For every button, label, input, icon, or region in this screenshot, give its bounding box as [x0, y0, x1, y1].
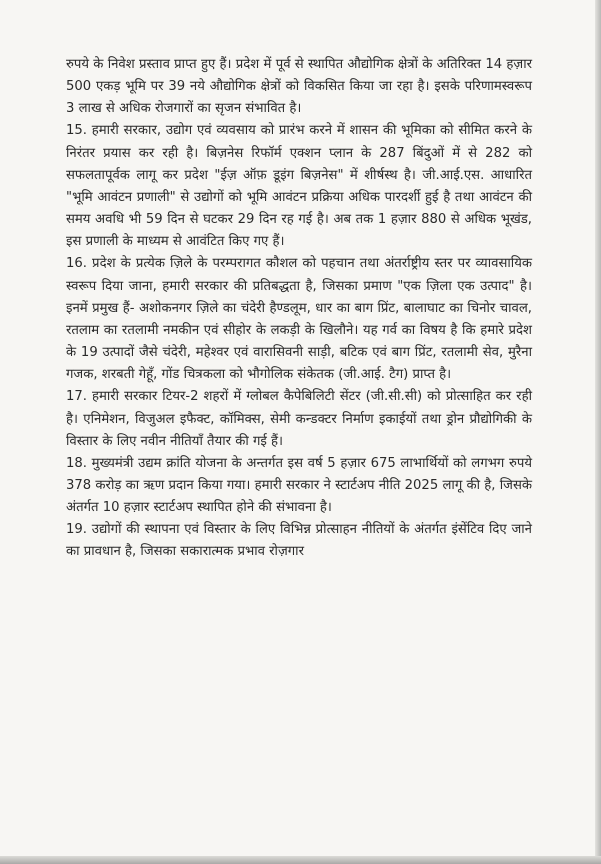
- paragraph-16: 16. प्रदेश के प्रत्येक ज़िले के परम्परागत कौशल को पहचान तथा अंतर्राष्ट्रीय स्तर पर व्यावसायिक स्वरूप दिया जाना, हमारी सरकार की प्रतिबद्धता है, जिसका प्रमाण "एक ज़िला एक उत्पाद" है। इनमें प्रमुख हैं- अशोकनगर ज़िले का चंदेरी हैण्डलूम, धार का बाग प्रिंट, बालाघाट का चिनोर चावल, रतलाम का रतलामी नमकीन एवं सीहोर के लकड़ी के खिलौने। यह गर्व का विषय है कि हमारे प्रदेश के 19 उत्पादों जैसे चंदेरी, महेश्वर एवं वारासिवनी साड़ी, बटिक एवं बाग प्रिंट, रतलामी सेव, मुरैना गजक, शरबती गेहूँ, गोंड चित्रकला को भौगोलिक संकेतक (जी.आई. टैग) प्राप्त है।: [66, 256, 532, 383]
- paragraph-15: 15. हमारी सरकार, उद्योग एवं व्यवसाय को प्रारंभ करने में शासन की भूमिका को सीमित करने के निरंतर प्रयास कर रही है। बिज़नेस रिफॉर्म एक्शन प्लान के 287 बिंदुओं में से 282 को सफलतापूर्वक लागू कर प्रदेश "ईज़ ऑफ़ डूइंग बिज़नेस" में शीर्षस्थ है। जी.आई.एस. आधारित "भूमि आवंटन प्रणाली" से उद्योगों को भूमि आवंटन प्रक्रिया अधिक पारदर्शी हुई है तथा आवंटन की समय अवधि भी 59 दिन से घटकर 29 दिन रह गई है। अब तक 1 हज़ार 880 से अधिक भूखंड, इस प्रणाली के माध्यम से आवंटित किए गए हैं।: [66, 123, 532, 250]
- page-edge-shadow-right: [595, 0, 601, 864]
- page-edge-shadow-bottom: [0, 856, 601, 864]
- paragraph-18: 18. मुख्यमंत्री उद्यम क्रांति योजना के अन्तर्गत इस वर्ष 5 हज़ार 675 लाभार्थियों को लगभग रुपये 378 करोड़ का ऋण प्रदान किया गया। हमारी सरकार ने स्टार्टअप नीति 2025 लागू की है, जिसके अंतर्गत 10 हज़ार स्टार्टअप स्थापित होने की संभावना है।: [66, 455, 532, 516]
- document-body: [66, 54, 532, 564]
- paragraph-19: 19. उद्योगों की स्थापना एवं विस्तार के लिए विभिन्न प्रोत्साहन नीतियों के अंतर्गत इंसेंटिव दिए जाने का प्रावधान है, जिसका सकारात्मक प्रभाव रोज़गार: [66, 522, 532, 560]
- paragraph-continued: रुपये के निवेश प्रस्ताव प्राप्त हुए हैं। प्रदेश में पूर्व से स्थापित औद्योगिक क्षेत्रों के अतिरिक्त 14 हज़ार 500 एकड़ भूमि पर 39 नये औद्योगिक क्षेत्रों को विकसित किया जा रहा है। इसके परिणामस्वरूप 3 लाख से अधिक रोजगारों का सृजन संभावित है।: [66, 57, 532, 117]
- paragraph-17: 17. हमारी सरकार टियर-2 शहरों में ग्लोबल कैपेबिलिटी सेंटर (जी.सी.सी) को प्रोत्साहित कर रही है। एनिमेशन, विजुअल इफैक्ट, कॉमिक्स, सेमी कन्डक्टर निर्माण इकाईयों तथा ड्रोन प्रौद्योगिकी के विस्तार के लिए नवीन नीतियाँ तैयार की गई हैं।: [66, 389, 532, 449]
